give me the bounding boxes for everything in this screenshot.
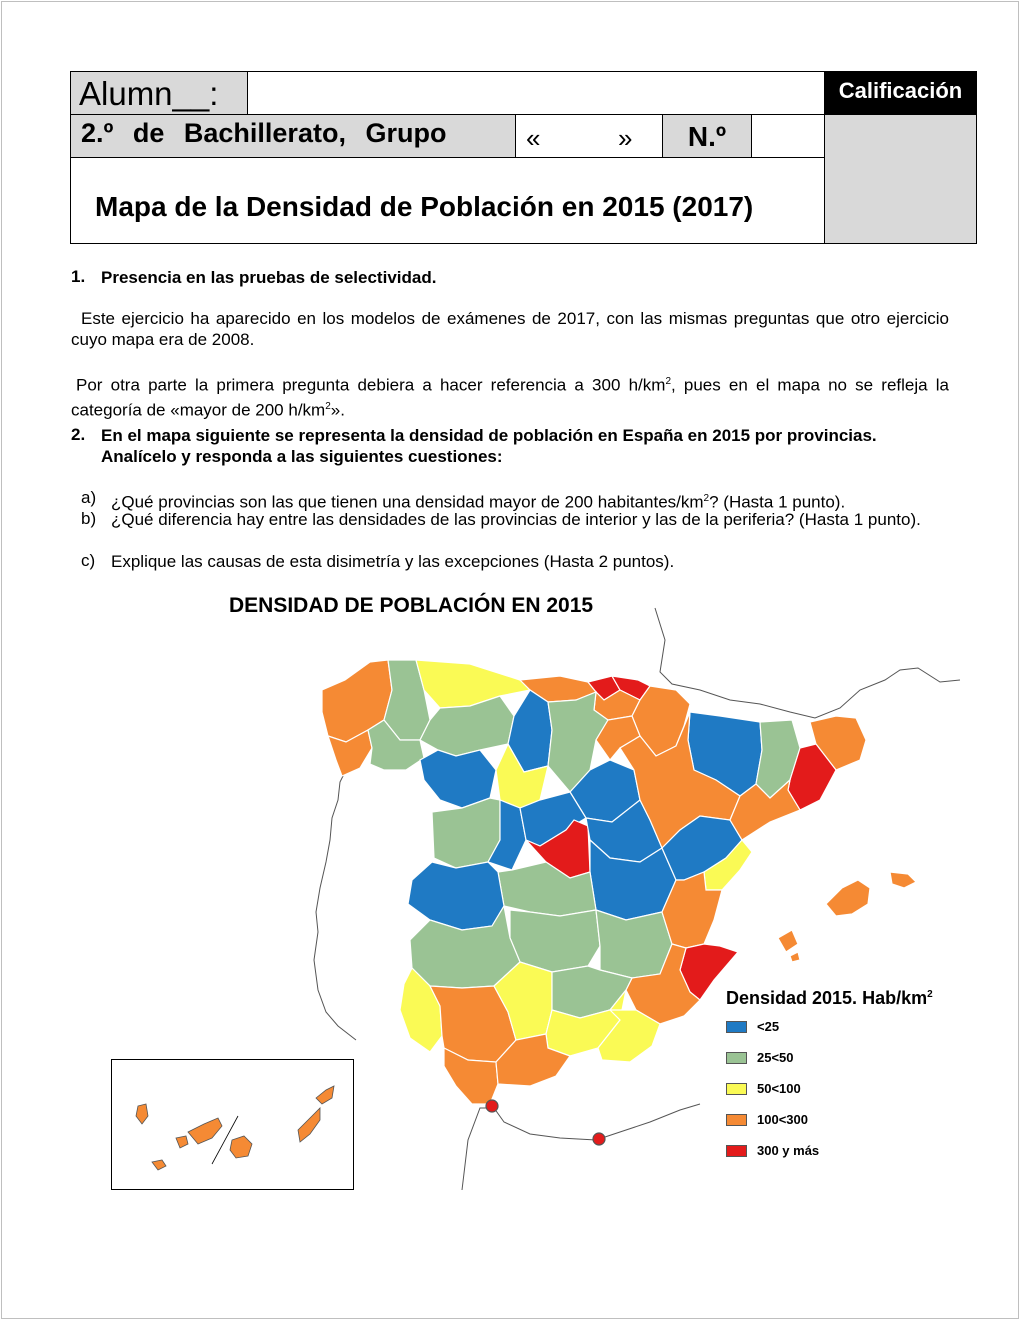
province-albacete [596, 910, 672, 978]
legend-label: 25<50 [757, 1050, 794, 1065]
question-label: b) [81, 509, 97, 528]
morocco-coast-line [462, 1104, 700, 1190]
island-la-gomera [176, 1136, 188, 1148]
course-group-label: 2.º de Bachillerato, Grupo [70, 114, 516, 158]
student-label: Alumn__: [70, 71, 248, 115]
group-close-quote: » [618, 123, 633, 153]
legend-label: 100<300 [757, 1112, 808, 1127]
legend-title: Densidad 2015. Hab/$km^2$ [726, 988, 933, 1008]
canary-islands-map [112, 1060, 355, 1191]
city-ceuta [486, 1100, 498, 1112]
page-title: Mapa de la Densidad de Población en 2015 (2017) [70, 157, 825, 244]
question-a: ¿Qué provincias son las que tienen una densidad mayor de 200 habitantes/$km^2$? (Hasta 1 punto). [111, 492, 846, 512]
map-title: DENSIDAD DE POBLACIÓN EN 2015 [229, 594, 594, 617]
province-baleares-ibiza [778, 930, 798, 952]
section1-paragraph-1: Este ejercicio ha aparecido en los modelos de exámenes de 2017, con las mismas preguntas que otro ejercicio cuyo mapa era de 2008. [71, 309, 949, 349]
france-border-line [655, 608, 960, 718]
canary-islands-inset [111, 1059, 354, 1190]
portugal-border-line [314, 742, 366, 1040]
legend-label: 50<100 [757, 1081, 801, 1096]
province-baleares-formentera [790, 952, 800, 962]
question-c: Explique las causas de esta disimetría y las excepciones (Hasta 2 puntos). [111, 552, 675, 571]
legend-swatch [726, 1114, 747, 1126]
island-el-hierro [152, 1160, 166, 1170]
legend-swatch [726, 1021, 747, 1033]
legend-label: 300 y más [757, 1143, 820, 1158]
legend-swatch [726, 1145, 747, 1157]
legend-swatch [726, 1052, 747, 1064]
section2-heading: En el mapa siguiente se representa la densidad de población en España en 2015 por provincias. Analícelo y responda a las siguientes cuestiones: [101, 426, 877, 466]
question-b: ¿Qué diferencia hay entre las densidades de las provincias de interior y las de la periferia? (Hasta 1 punto). [111, 510, 921, 529]
island-tenerife [188, 1118, 222, 1144]
section1-heading: Presencia en las pruebas de selectividad. [101, 268, 437, 287]
legend-label: <25 [757, 1019, 780, 1034]
province-baleares-mallorca [826, 880, 870, 916]
island-lanzarote [316, 1086, 334, 1104]
province-caceres [408, 862, 504, 930]
legend-swatch [726, 1083, 747, 1095]
island-fuerteventura [298, 1108, 320, 1142]
question-label: c) [81, 551, 96, 570]
question-label: a) [81, 488, 97, 507]
section1-number: 1. [71, 267, 86, 286]
number-label: N.º [662, 114, 752, 158]
section1-paragraph-2: Por otra parte la primera pregunta debiera a hacer referencia a 300 $h/km^2$, pues en el mapa no se refleja la categoría de «mayor de 200 $h/km^2$». [71, 375, 949, 420]
group-open-quote: « [526, 123, 541, 153]
city-melilla [593, 1133, 605, 1145]
province-baleares-menorca [890, 872, 916, 888]
section2-number: 2. [71, 425, 86, 444]
island-la-palma [136, 1104, 148, 1124]
island-gran-canaria [230, 1136, 252, 1158]
province-asturias [416, 660, 530, 708]
grade-label: Calificación [824, 71, 977, 115]
